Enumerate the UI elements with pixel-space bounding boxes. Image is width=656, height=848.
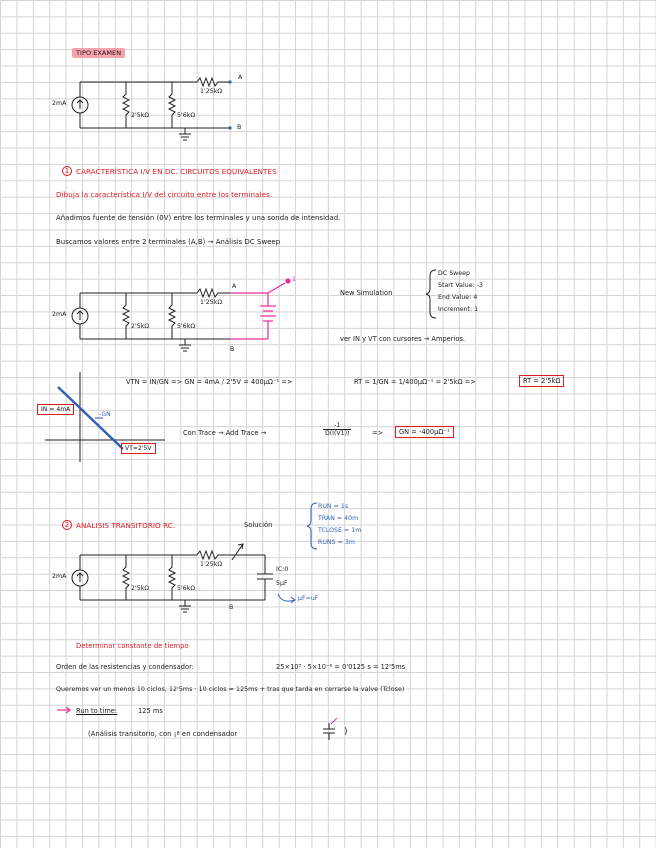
sim-param: DC Sweep bbox=[438, 270, 470, 277]
brace-2 bbox=[307, 503, 317, 549]
section-1-title: CARACTERÍSTICA I/V EN DC. CIRCUITOS EQUIVALENTES bbox=[76, 167, 277, 176]
formula-1: VTN = IN/GN => GN = 4mA / 2'5V = 400μΩ⁻¹ => bbox=[126, 378, 293, 386]
graph-gn-label: -GN bbox=[99, 411, 111, 418]
r2-label: 5'6kΩ bbox=[177, 112, 196, 119]
r3-label: 1'25kΩ bbox=[200, 299, 223, 306]
r1-label: 2'5kΩ bbox=[131, 585, 150, 592]
sim-param: Start Value: -3 bbox=[438, 282, 484, 289]
r2-label: 5'6kΩ bbox=[177, 585, 196, 592]
probe-number: 1 bbox=[292, 276, 296, 283]
resistor-2 bbox=[169, 82, 175, 128]
trace-arrow: => bbox=[372, 429, 384, 437]
resistor-3 bbox=[197, 78, 230, 86]
sim-param: Increment: 1 bbox=[438, 306, 479, 313]
fraction-numerator: -1 bbox=[323, 422, 351, 430]
order-line-a: Orden de las resistencias y condensador: bbox=[56, 663, 194, 671]
result-gn: GN = -400μΩ⁻¹ bbox=[395, 426, 454, 438]
trace-text: Con Trace → Add Trace → bbox=[183, 429, 267, 437]
sol-param: TRAN = 40m bbox=[318, 515, 359, 522]
transient-note: (Análisis transitorio, con ¡ª en condensador bbox=[88, 730, 238, 738]
current-probe bbox=[285, 278, 290, 283]
fraction-denominator: D(I(V1)) bbox=[325, 430, 350, 437]
formula-2: RT = 1/GN = 1/400μΩ⁻¹ = 2'5kΩ => bbox=[354, 378, 476, 386]
trace-fraction bbox=[323, 422, 351, 437]
sim-param: End Value: 4 bbox=[438, 294, 478, 301]
section-1-line-2: Buscamos valores entre 2 terminales (A,B) → Análisis DC Sweep bbox=[56, 238, 281, 246]
sol-param: TCLOSE = 1m bbox=[318, 527, 362, 534]
resistor-1 bbox=[123, 82, 129, 128]
sol-param: RUNS = 3m bbox=[318, 539, 355, 546]
result-rt: RT = 2'5kΩ bbox=[519, 375, 564, 387]
r1-label: 2'5kΩ bbox=[131, 112, 150, 119]
circuit-3 bbox=[72, 544, 273, 612]
source-label: 2mA bbox=[52, 100, 67, 107]
brace-1 bbox=[426, 270, 436, 318]
section-1-subtitle: Dibuja la característica I/V del circuito entre los terminales. bbox=[56, 190, 273, 199]
new-simulation-label: New Simulation bbox=[340, 289, 393, 297]
r2-label: 5'6kΩ bbox=[177, 323, 196, 330]
section-1-line-1: Añadimos fuente de tensión (0V) entre los terminales y una sonda de intensidad. bbox=[56, 214, 341, 222]
section-2-subtitle: Determinar constante de tiempo bbox=[76, 642, 189, 650]
node-b-label: B bbox=[230, 346, 235, 353]
exam-tag: TIPO EXAMEN bbox=[72, 48, 125, 58]
run-to-time-label: Run to time: bbox=[76, 707, 118, 715]
cap-ic-label: IC:0 bbox=[276, 566, 289, 573]
section-1-number: 1 bbox=[62, 166, 72, 176]
node-a-label: A bbox=[238, 74, 243, 81]
cycles-line: Queremos ver un menos 10 ciclos, 12'5ms · 10 ciclos = 125ms + tras que tarda en cerrarse la valve (Tclose) bbox=[56, 686, 405, 693]
capacitor-small-icon bbox=[323, 723, 335, 740]
node-b-label: B bbox=[229, 604, 234, 611]
r3-label: 1'25kΩ bbox=[200, 561, 223, 568]
cap-note: μF=uF bbox=[298, 595, 319, 602]
section-2-number: 2 bbox=[62, 520, 72, 530]
cursor-note: ver IN y VT con cursores → Amperios. bbox=[340, 335, 466, 343]
source-label: 2mA bbox=[52, 573, 67, 580]
cap-value-label: 5μF bbox=[276, 580, 288, 587]
voltage-source-0v bbox=[230, 283, 285, 339]
transient-note-close: ) bbox=[344, 727, 348, 737]
graph-vt-label: VT=2'5V bbox=[121, 443, 156, 454]
section-2-title: ANÁLISIS TRANSITORIO RC. bbox=[76, 521, 176, 530]
source-label: 2mA bbox=[52, 311, 67, 318]
node-a-label: A bbox=[232, 283, 237, 290]
order-line-b: 25×10³ · 5×10⁻⁶ = 0'0125 s = 12'5ms bbox=[276, 663, 406, 671]
sol-param: RUN = 1s bbox=[318, 503, 349, 510]
graph-in-label: IN = 4mA bbox=[37, 404, 74, 415]
node-b-label: B bbox=[237, 124, 242, 131]
run-to-time-value: 125 ms bbox=[138, 707, 163, 715]
solution-label: Solución bbox=[244, 521, 273, 529]
r3-label: 1'25kΩ bbox=[200, 88, 223, 95]
r1-label: 2'5kΩ bbox=[131, 323, 150, 330]
